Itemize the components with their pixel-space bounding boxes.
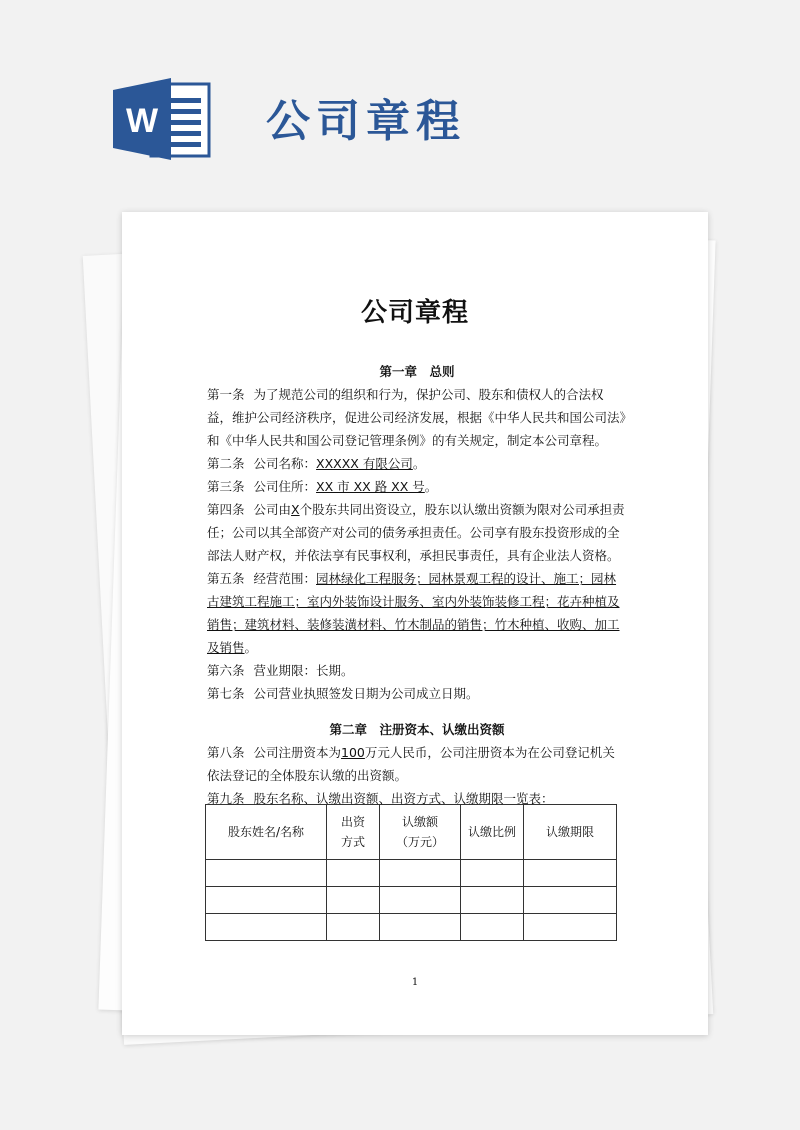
- col-header: 出资 方式: [327, 805, 380, 860]
- article-7: [207, 682, 627, 705]
- article-text: 营业期限：长期。: [253, 663, 354, 678]
- page-number: 1: [411, 977, 419, 988]
- article-5: 第五条 经营范围：园林绿化工程服务；园林景观工程的设计、施工；园林古建筑工程施工；室内外装饰设计服务、室内外装饰装修工程；花卉种植及销售；建筑材料、装修装潢材料、竹木制品的销售；竹木种植、收购、加工及销售。: [207, 571, 620, 655]
- article-1: [207, 383, 627, 452]
- business-scope-field: 园林绿化工程服务；园林景观工程的设计、施工；园林古建筑工程施工；室内外装饰设计服务、室内外装饰装修工程；花卉种植及销售；建筑材料、装修装潢材料、竹木制品的销售；竹木种植、收购、加工及销售: [207, 571, 620, 655]
- article-text: 为了规范公司的组织和行为，保护公司、股东和债权人的合法权益，维护公司经济秩序，促进公司经济发展，根据《中华人民共和国公司法》和《中华人民共和国公司登记管理条例》的有关规定，制定本公司章程。: [207, 387, 626, 448]
- article-number: 第八条: [207, 745, 245, 760]
- chapter-heading: 第二章 注册资本、认缴出资额: [329, 722, 505, 737]
- col-header: 认缴比例: [461, 805, 524, 860]
- table-header-row: [206, 805, 617, 860]
- document-page: [122, 212, 708, 1035]
- table-cell: [327, 887, 380, 914]
- article-number: 第一条: [207, 387, 245, 402]
- document-title: 公司章程: [360, 298, 469, 328]
- article-label: 经营范围：: [253, 571, 317, 586]
- table-cell: [206, 860, 327, 887]
- table-cell: [461, 887, 524, 914]
- article-2: 第二条 公司名称：XXXXX 有限公司。: [207, 456, 426, 471]
- article-number: 第二条: [207, 456, 245, 471]
- table-cell: [461, 914, 524, 941]
- article-3: 第三条 公司住所：XX 市 XX 路 XX 号。: [207, 479, 438, 494]
- table-row: [206, 887, 617, 914]
- word-icon-letter: W: [125, 102, 159, 140]
- table-cell: [206, 887, 327, 914]
- table-row: [206, 860, 617, 887]
- table-cell: [461, 860, 524, 887]
- col-header: 认缴额 （万元）: [380, 805, 461, 860]
- shareholder-count-field: X: [291, 502, 300, 517]
- banner: [0, 0, 800, 190]
- document-body: [207, 360, 627, 810]
- table-cell: [524, 914, 617, 941]
- word-icon: [113, 78, 213, 160]
- article-number: 第六条: [207, 663, 245, 678]
- article-text: 公司营业执照签发日期为公司成立日期。: [253, 686, 479, 701]
- article-number: 第九条: [207, 791, 245, 806]
- table-cell: [380, 914, 461, 941]
- table-cell: [327, 860, 380, 887]
- col-header: 股东姓名/名称: [206, 805, 327, 860]
- table-cell: [380, 860, 461, 887]
- article-4: 第四条 公司由X个股东共同出资设立，股东以认缴出资额为限对公司承担责任；公司以其全部资产对公司的债务承担责任。公司享有股东投资形成的全部法人财产权，并依法享有民事权利，承担民事责任，具有企业法人资格。: [207, 502, 625, 563]
- banner-title: 公司章程: [266, 96, 466, 147]
- article-number: 第四条: [207, 502, 245, 517]
- table-cell: [380, 887, 461, 914]
- table-cell: [327, 914, 380, 941]
- table-cell: [524, 887, 617, 914]
- company-address-field: XX 市 XX 路 XX 号: [316, 479, 425, 494]
- article-8: 第八条 公司注册资本为100万元人民币，公司注册资本为在公司登记机关依法登记的全体股东认缴的出资额。: [207, 745, 615, 783]
- article-label: 公司住所：: [253, 479, 317, 494]
- registered-capital-field: 100: [341, 745, 365, 760]
- shareholder-table: [205, 804, 617, 941]
- table-cell: [524, 860, 617, 887]
- article-number: 第三条: [207, 479, 245, 494]
- chapter-heading: 第一章 总则: [379, 364, 455, 379]
- article-number: 第五条: [207, 571, 245, 586]
- company-name-field: XXXXX 有限公司: [316, 456, 413, 471]
- article-label: 公司名称：: [253, 456, 317, 471]
- article-text: 股东名称、认缴出资额、出资方式、认缴期限一览表：: [253, 791, 554, 806]
- table-row: [206, 914, 617, 941]
- article-6: [207, 659, 627, 682]
- article-number: 第七条: [207, 686, 245, 701]
- table-cell: [206, 914, 327, 941]
- col-header: 认缴期限: [524, 805, 617, 860]
